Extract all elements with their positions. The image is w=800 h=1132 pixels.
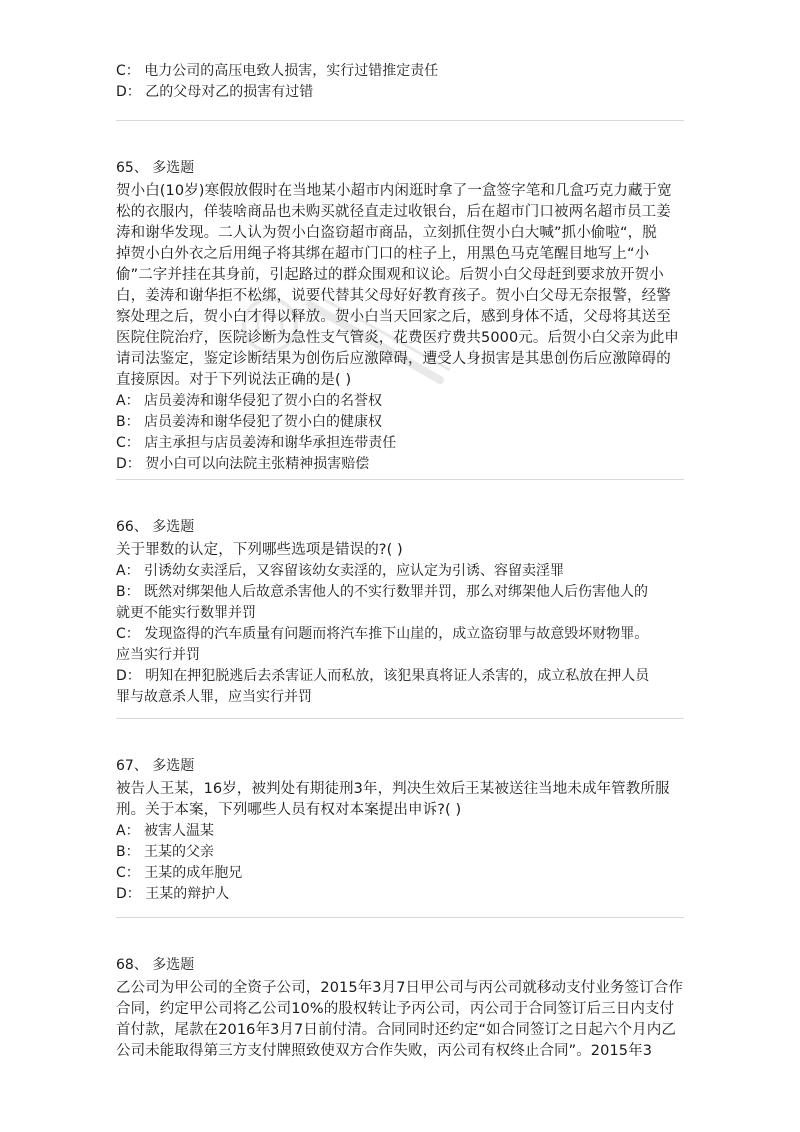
question-stem-line: 直接原因。对于下列说法正确的是( ) (116, 372, 352, 388)
question-stem-line: 首付款，尾款在2016年3月7日前付清。合同同时还约定“如合同签订之日起六个月内乙 (116, 1022, 676, 1038)
question-stem-line: 被告人王某，16岁，被判处有期徒刑3年，判决生效后王某被送往当地未成年管教所服 (116, 781, 670, 797)
question-stem-line: 偷”二字并挂在其身前，引起路过的群众围观和议论。后贺小白父母赶到要求放开贺小 (116, 267, 664, 283)
previous-question-options (116, 61, 684, 103)
question-header: 66、 多选题 (116, 519, 195, 535)
option-d-continued: 罪与故意杀人罪，应当实行并罚 (116, 689, 312, 705)
option-b: B： 王某的父亲 (116, 844, 215, 860)
option-a: A： 店员姜涛和谢华侵犯了贺小白的名誉权 (116, 393, 383, 409)
option-a: A： 引诱幼女卖淫后，又容留该幼女卖淫的，应认定为引诱、容留卖淫罪 (116, 563, 565, 579)
question-header: 65、 多选题 (116, 160, 195, 176)
question-stem-line: 刑。关于本案，下列哪些人员有权对本案提出申诉?( ) (116, 802, 462, 818)
question-67 (116, 756, 684, 905)
option-d: D： 乙的父母对乙的损害有过错 (116, 84, 314, 100)
question-stem-line: 合同，约定甲公司将乙公司10%的股权转让予丙公司，丙公司于合同签订后三日内支付 (116, 1001, 675, 1017)
question-65 (116, 158, 684, 475)
option-b-continued: 就更不能实行数罪并罚 (116, 605, 256, 621)
option-c: C： 电力公司的高压电致人损害，实行过错推定责任 (116, 63, 439, 79)
question-stem-line: 公司未能取得第三方支付牌照致使双方合作失败，丙公司有权终止合同”。2015年3 (116, 1043, 653, 1059)
option-c: C： 王某的成年胞兄 (116, 865, 243, 881)
divider (116, 718, 684, 719)
question-stem-line: 涛和谢华发现。二人认为贺小白盗窃超市商品，立刻抓住贺小白大喊”抓小偷啦“，脱 (116, 225, 657, 241)
option-b: B： 店员姜涛和谢华侵犯了贺小白的健康权 (116, 414, 383, 430)
question-header: 67、 多选题 (116, 758, 195, 774)
question-stem-line: 乙公司为甲公司的全资子公司，2015年3月7日甲公司与丙公司就移动支付业务签订合作 (116, 980, 683, 996)
option-c: C： 店主承担与店员姜涛和谢华承担连带责任 (116, 435, 397, 451)
option-d: D： 明知在押犯脱逃后去杀害证人而私放，该犯果真将证人杀害的，成立私放在押人员 (116, 668, 650, 684)
option-d: D： 贺小白可以向法院主张精神损害赔偿 (116, 456, 370, 472)
question-stem-line: 贺小白(10岁)寒假放假时在当地某小超市内闲逛时拿了一盒签字笔和几盒巧克力藏于宽 (116, 183, 672, 199)
option-b: B： 既然对绑架他人后故意杀害他人的不实行数罪并罚，那么对绑架他人后伤害他人的 (116, 584, 649, 600)
option-c: C： 发现盗得的汽车质量有问题而将汽车推下山崖的，成立盗窃罪与故意毁坏财物罪。 (116, 626, 649, 642)
question-stem-line: 白，姜涛和谢华拒不松绑，说要代替其父母好好教育孩子。贺小白父母无奈报警，经警 (116, 288, 671, 304)
question-stem-line: 关于罪数的认定，下列哪些选项是错误的?( ) (116, 542, 403, 558)
question-stem-line: 请司法鉴定，鉴定诊断结果为创伤后应激障碍，遭受人身损害是其患创伤后应激障碍的 (116, 351, 671, 367)
question-68 (116, 955, 684, 1062)
divider (116, 479, 684, 480)
question-stem-line: 松的衣服内，佯装啥商品也未购买就径直走过收银台，后在超市门口被两名超市员工姜 (116, 204, 671, 220)
question-stem-line: 医院住院治疗，医院诊断为急性支气管炎，花费医疗费共5000元。后贺小白父亲为此申 (116, 330, 679, 346)
option-c-continued: 应当实行并罚 (116, 647, 200, 663)
divider (116, 120, 684, 121)
option-a: A： 被害人温某 (116, 823, 215, 839)
question-66 (116, 517, 684, 708)
option-d: D： 王某的辩护人 (116, 886, 230, 902)
question-stem-line: 掉贺小白外衣之后用绳子将其绑在超市门口的柱子上，用黑色马克笔醒目地写上“小 (116, 246, 650, 262)
question-header: 68、 多选题 (116, 957, 195, 973)
question-stem-line: 察处理之后，贺小白才得以释放。贺小白当天回家之后，感到身体不适，父母将其送至 (116, 309, 671, 325)
divider (116, 917, 684, 918)
